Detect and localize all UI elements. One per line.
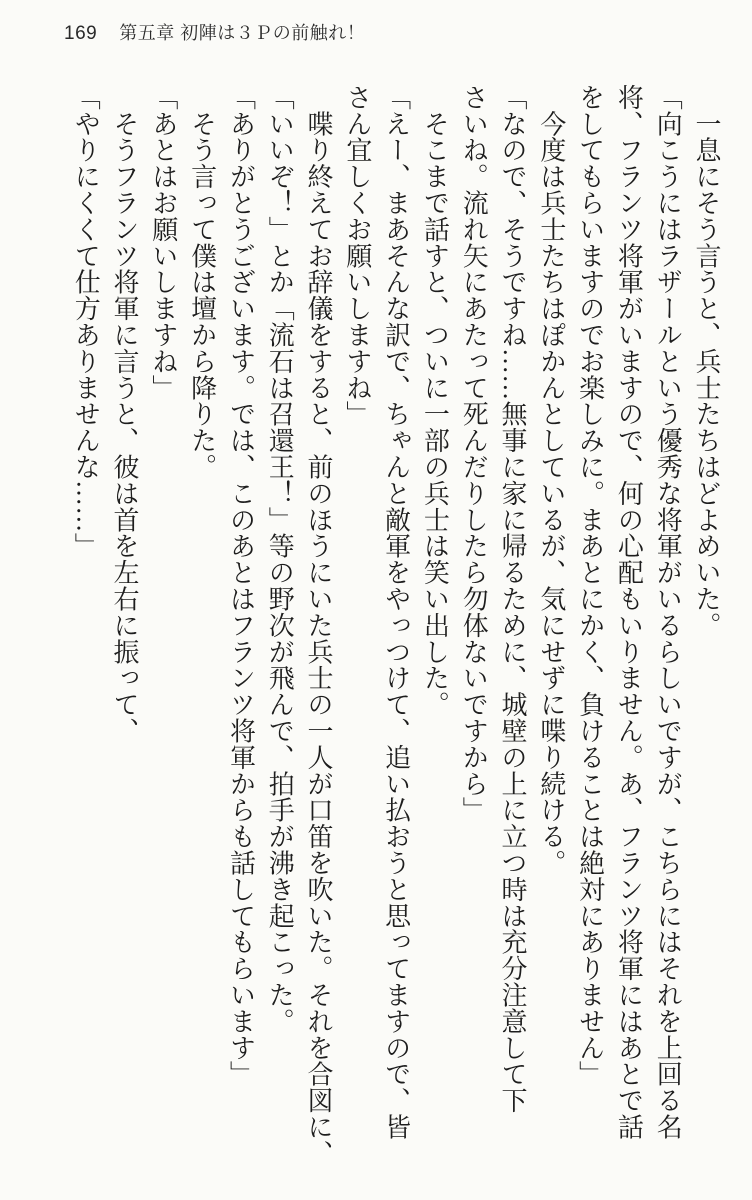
text-line: 「ありがとうございます。では、このあとはフランツ将軍からも話してもらいます」 [226,84,256,1088]
text-line: そこまで話すと、ついに一部の兵士は笑い出した。 [420,84,450,718]
text-line: さん宜しくお願いしますね」 [342,84,372,428]
text-line: 「向こうにはラザールという優秀な将軍がいるらしいですが、こちらにはそれを上回る名 [653,84,683,1140]
chapter-title: 第五章 初陣は３Ｐの前触れ！ [119,23,366,43]
text-line: 「えー、まあそんな訳で、ちゃんと敵軍をやっつけて、追い払おうと思ってますので、皆 [381,84,411,1140]
text-line: 「なので、そうですね……無事に家に帰るために、城壁の上に立つ時は充分注意して下 [498,84,528,1114]
text-line: 喋り終えてお辞儀をすると、前のほうにいた兵士の一人が口笛を吹いた。それを合図に、 [304,84,334,1167]
text-line: 今度は兵士たちはぽかんとしているが、気にせずに喋り続ける。 [536,84,566,876]
text-line: そう言って僕は壇から降りた。 [187,84,217,480]
text-line: 「やりにくくて仕方ありませんな……」 [71,84,101,560]
page-header [64,19,365,45]
text-line: をしてもらいますのでお楽しみに。まあとにかく、負けることは絶対にありません」 [575,84,605,1088]
text-line: 「あとはお願いしますね」 [148,84,178,401]
text-line: 将、フランツ将軍がいますので、何の心配もいりません。あ、フランツ将軍にはあとで話 [614,84,644,1140]
page-number: 169 [64,23,98,44]
text-line: さいね。流れ矢にあたって死んだりしたら勿体ないですから」 [459,84,489,824]
text-line: 「いいぞ！」とか「流石は召還王！」等の野次が飛んで、拍手が沸き起こった。 [265,84,295,1035]
text-line: 一息にそう言うと、兵士たちはどよめいた。 [692,84,721,639]
body-text [65,84,725,1180]
text-line: そうフランツ将軍に言うと、彼は首を左右に振って、 [110,84,140,744]
